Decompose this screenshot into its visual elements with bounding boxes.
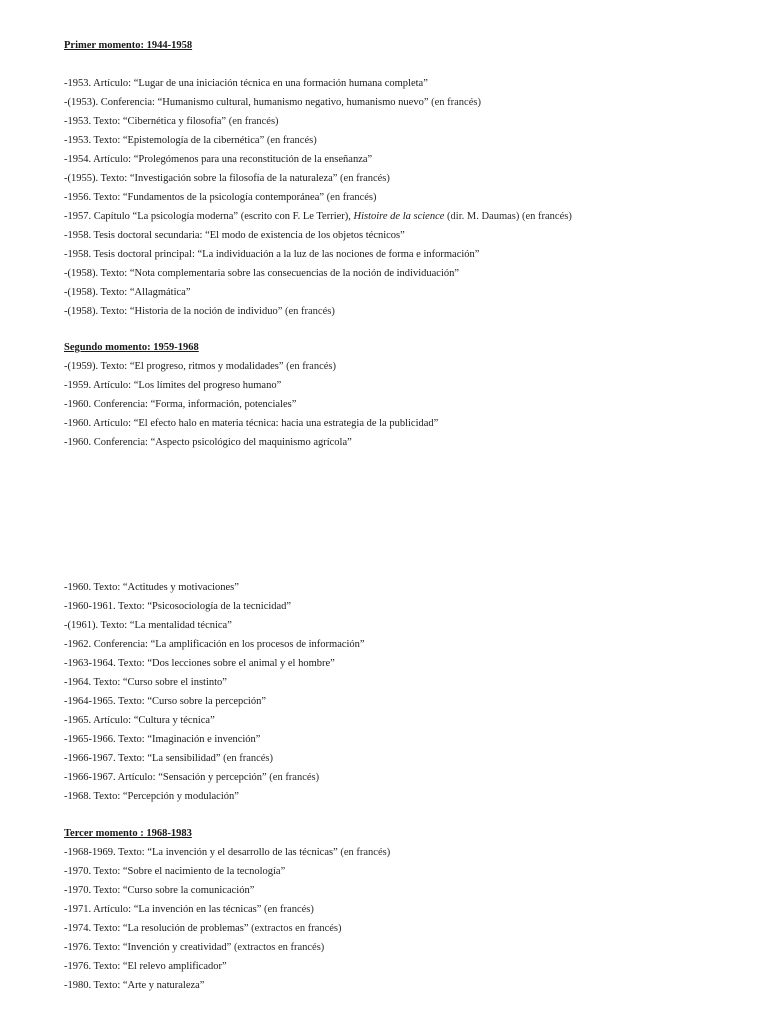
entry-text: -1960. Texto: “Actitudes y motivaciones” (64, 582, 239, 593)
section-segundo-momento-continued (64, 578, 744, 806)
entry-text: -1960. Conferencia: “Forma, información, potenciales” (64, 399, 297, 410)
entry-language-note: (en francés) (261, 904, 314, 915)
entry-language-note: (extractos en francés) (248, 923, 342, 934)
list-item (64, 188, 744, 207)
entry-text: -1965. Artículo: “Cultura y técnica” (64, 715, 215, 726)
list-item (64, 692, 744, 711)
entry-language-note: (en francés) (337, 847, 391, 858)
list-item (64, 169, 744, 188)
entry-text: -1957. Capítulo “La psicología moderna” (escrito con F. Le Terrier), (64, 211, 354, 222)
entry-text: -(1958). Texto: “Nota complementaria sobre las consecuencias de la noción de individuación” (64, 268, 460, 279)
list-item (64, 207, 744, 226)
entry-italic-title: Histoire de la science (353, 211, 445, 222)
list-item (64, 414, 744, 433)
list-item (64, 843, 744, 862)
entry-language-note: (en francés) (283, 361, 336, 372)
entry-text: -1980. Texto: “Arte y naturaleza” (64, 980, 205, 991)
list-item (64, 357, 744, 376)
entry-text: -1960. Artículo: “El efecto halo en materia técnica: hacia una estrategia de la publicidad” (64, 418, 439, 429)
entry-language-note: (en francés) (337, 173, 390, 184)
list-item (64, 150, 744, 169)
list-item (64, 93, 744, 112)
list-item (64, 616, 744, 635)
entry-text: -1968. Texto: “Percepción y modulación” (64, 791, 239, 802)
list-item (64, 881, 744, 900)
list-item (64, 112, 744, 131)
section-primer-momento (64, 36, 744, 321)
entry-text: -1964-1965. Texto: “Curso sobre la percepción” (64, 696, 267, 707)
entry-language-note: (en francés) (226, 116, 279, 127)
list-item (64, 919, 744, 938)
entry-language-note: (dir. M. Daumas) (en francés) (444, 211, 572, 222)
entry-list (64, 74, 744, 321)
list-item (64, 938, 744, 957)
entry-language-note: (en francés) (220, 753, 274, 764)
entry-text: -1959. Artículo: “Los límites del progreso humano” (64, 380, 282, 391)
entry-text: -1964. Texto: “Curso sobre el instinto” (64, 677, 227, 688)
entry-text: -1976. Texto: “El relevo amplificador” (64, 961, 227, 972)
entry-text: -1965-1966. Texto: “Imaginación e invención” (64, 734, 261, 745)
section-heading: Primer momento: 1944-1958 (64, 40, 193, 51)
entry-language-note: (en francés) (428, 97, 481, 108)
list-item (64, 283, 744, 302)
entry-text: -1953. Artículo: “Lugar de una iniciación técnica en una formación humana completa” (64, 78, 428, 89)
section-heading: Tercer momento : 1968-1983 (64, 828, 192, 839)
entry-text: -1954. Artículo: “Prolegómenos para una reconstitución de la enseñanza” (64, 154, 373, 165)
list-item (64, 673, 744, 692)
list-item (64, 711, 744, 730)
entry-text: -1970. Texto: “Sobre el nacimiento de la tecnología” (64, 866, 286, 877)
entry-text: -1956. Texto: “Fundamentos de la psicología contemporánea” (64, 192, 325, 203)
entry-text: -(1961). Texto: “La mentalidad técnica” (64, 620, 232, 631)
list-item (64, 131, 744, 150)
section-tercer-momento (64, 824, 744, 995)
entry-text: -(1955). Texto: “Investigación sobre la filosofía de la naturaleza” (64, 173, 338, 184)
list-item (64, 376, 744, 395)
entry-language-note: (en francés) (282, 306, 335, 317)
list-item (64, 578, 744, 597)
section-heading: Segundo momento: 1959-1968 (64, 342, 199, 353)
entry-language-note: (en francés) (264, 135, 317, 146)
entry-text: -1958. Tesis doctoral secundaria: “El modo de existencia de los objetos técnicos” (64, 230, 405, 241)
entry-list (64, 578, 744, 806)
entry-language-note: (extractos en francés) (231, 942, 325, 953)
list-item (64, 635, 744, 654)
list-item (64, 957, 744, 976)
entry-text: -1953. Texto: “Cibernética y filosofía” (64, 116, 227, 127)
entry-text: -(1958). Texto: “Allagmática” (64, 287, 191, 298)
entry-list (64, 357, 744, 452)
entry-text: -1953. Texto: “Epistemología de la cibernética” (64, 135, 265, 146)
section-segundo-momento (64, 338, 744, 452)
entry-text: -1968-1969. Texto: “La invención y el desarrollo de las técnicas” (64, 847, 338, 858)
entry-text: -1970. Texto: “Curso sobre la comunicación” (64, 885, 255, 896)
list-item (64, 74, 744, 93)
list-item (64, 654, 744, 673)
entry-text: -1976. Texto: “Invención y creatividad” (64, 942, 232, 953)
list-item (64, 900, 744, 919)
entry-text: -1960-1961. Texto: “Psicosociología de la tecnicidad” (64, 601, 292, 612)
entry-text: -1960. Conferencia: “Aspecto psicológico del maquinismo agrícola” (64, 437, 352, 448)
entry-text: -1966-1967. Artículo: “Sensación y percepción” (64, 772, 267, 783)
entry-text: -1966-1967. Texto: “La sensibilidad” (64, 753, 221, 764)
entry-text: -(1958). Texto: “Historia de la noción de individuo” (64, 306, 283, 317)
list-item (64, 749, 744, 768)
list-item (64, 976, 744, 995)
entry-language-note: (en francés) (266, 772, 320, 783)
entry-text: -(1959). Texto: “El progreso, ritmos y modalidades” (64, 361, 284, 372)
list-item (64, 597, 744, 616)
list-item (64, 730, 744, 749)
list-item (64, 787, 744, 806)
entry-text: -1962. Conferencia: “La amplificación en los procesos de información” (64, 639, 365, 650)
entry-text: -1974. Texto: “La resolución de problemas” (64, 923, 249, 934)
list-item (64, 264, 744, 283)
list-item (64, 433, 744, 452)
entry-text: -1958. Tesis doctoral principal: “La individuación a la luz de las nociones de forma e información” (64, 249, 480, 260)
list-item (64, 395, 744, 414)
entry-text: -1971. Artículo: “La invención en las técnicas” (64, 904, 262, 915)
entry-language-note: (en francés) (324, 192, 377, 203)
list-item (64, 768, 744, 787)
list-item (64, 245, 744, 264)
entry-text: -(1953). Conferencia: “Humanismo cultural, humanismo negativo, humanismo nuevo” (64, 97, 429, 108)
list-item (64, 862, 744, 881)
list-item (64, 302, 744, 321)
entry-list (64, 843, 744, 995)
entry-text: -1963-1964. Texto: “Dos lecciones sobre el animal y el hombre” (64, 658, 335, 669)
list-item (64, 226, 744, 245)
